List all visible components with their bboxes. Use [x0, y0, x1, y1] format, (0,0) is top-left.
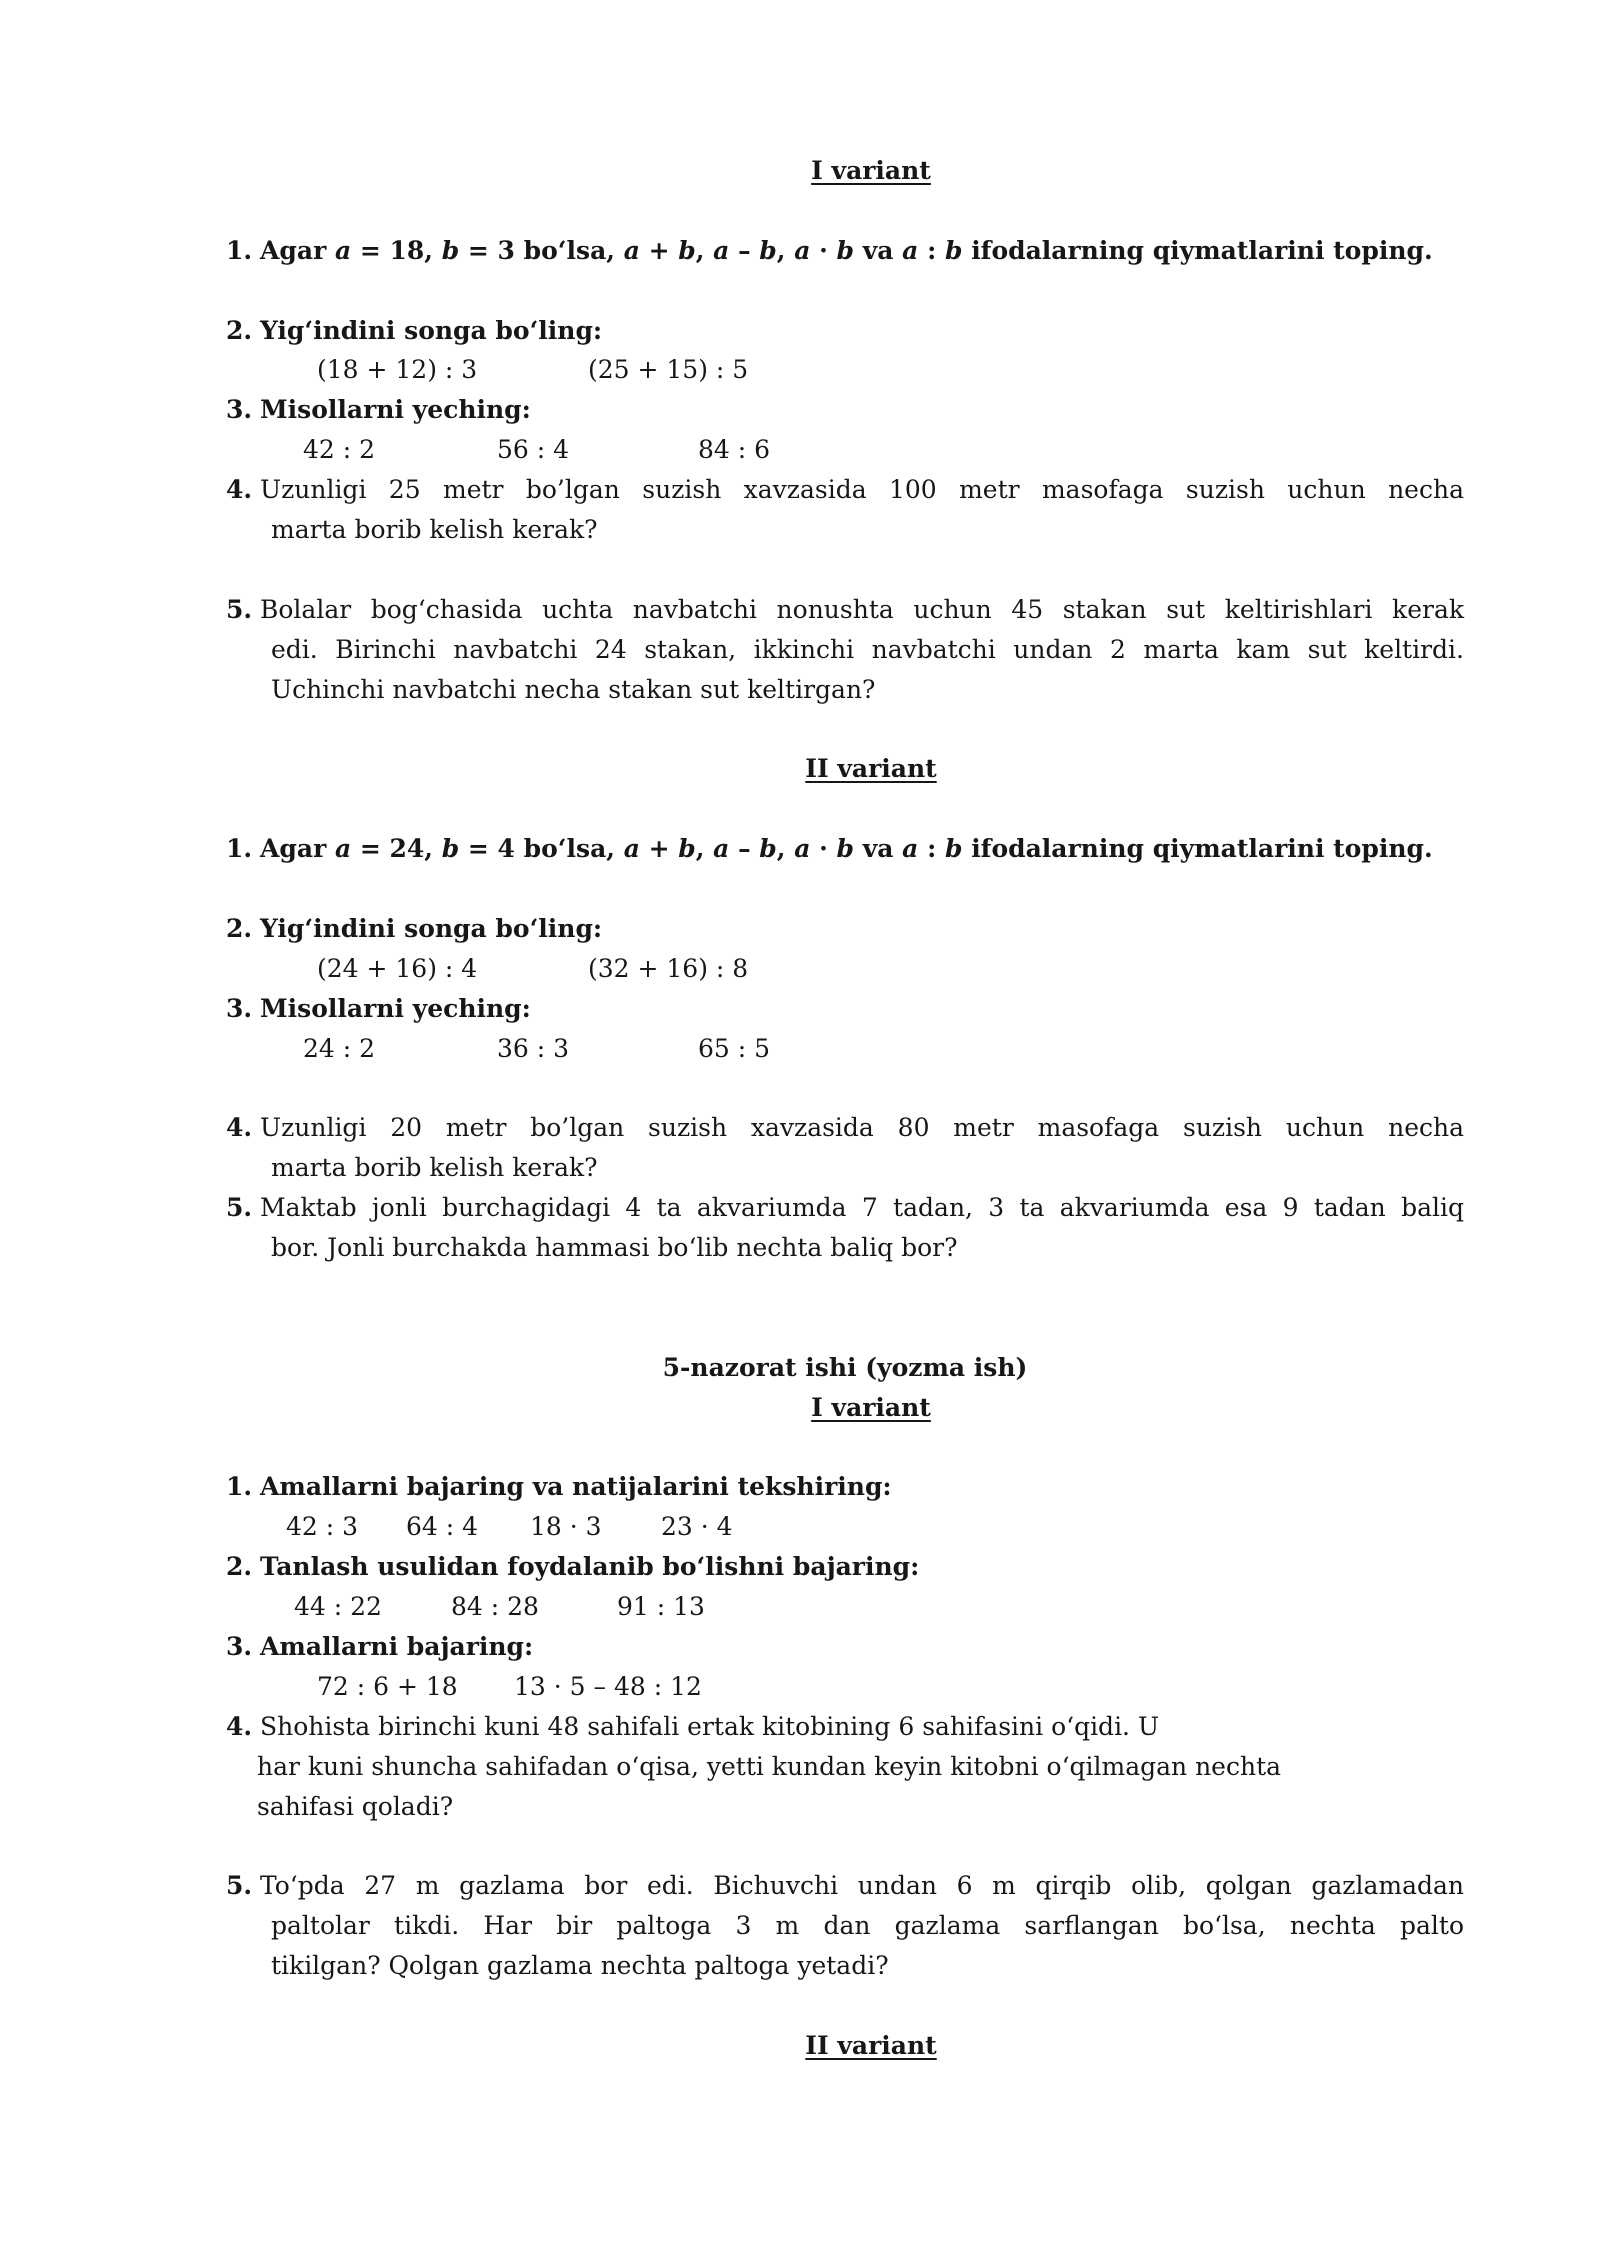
variable: b — [441, 834, 460, 864]
expression: 36 : 3 — [497, 1033, 570, 1063]
question-text-line: Maktab jonli burchagidagi 4 ta akvariumda 7 tadan, 3 ta akvariumda esa 9 tadan baliq — [260, 1193, 1464, 1223]
question-number: 5. — [226, 1871, 253, 1901]
question-text-line: To‘pda 27 m gazlama bor edi. Bichuvchi undan 6 m qirqib olib, qolgan gazlamadan — [260, 1871, 1464, 1901]
question-number: 3. — [226, 993, 253, 1023]
expression: 64 : 4 — [406, 1512, 479, 1542]
variable: b — [678, 834, 696, 864]
t-question-4 — [226, 1707, 1464, 1747]
question-number: 2. — [226, 1552, 253, 1582]
expression: 84 : 6 — [698, 435, 771, 465]
t-question-2-expressions — [226, 1587, 1464, 1627]
variable: b — [678, 235, 696, 265]
text-segment: + — [639, 235, 679, 265]
expression: 13 · 5 – 48 : 12 — [514, 1671, 702, 1701]
question-number: 4. — [226, 1711, 253, 1741]
text-segment: · — [810, 834, 837, 864]
v2-question-5-continuation — [226, 1228, 1464, 1268]
v2-question-5 — [226, 1188, 1464, 1228]
expression: (25 + 15) : 5 — [588, 355, 749, 385]
question-text — [260, 236, 1433, 265]
variant-title: I variant — [811, 1392, 931, 1422]
variable: a — [334, 235, 352, 265]
t-question-3-expressions — [226, 1667, 1464, 1707]
question-number: 4. — [226, 1113, 253, 1143]
question-text: Tanlash usulidan foydalanib bo‘lishni bajaring: — [260, 1552, 920, 1582]
question-text — [260, 834, 1433, 863]
v1-question-5-continuation — [226, 630, 1464, 670]
text-segment: ifodalarning qiymatlarini toping. — [962, 235, 1433, 265]
v2-question-3 — [226, 989, 1464, 1029]
variable: b — [836, 834, 855, 864]
question-text-line: bor. Jonli burchakda hammasi bo‘lib nechta baliq bor? — [271, 1233, 958, 1263]
variable: a — [334, 834, 352, 864]
variant-title: II variant — [805, 754, 937, 784]
variable: a — [713, 834, 730, 864]
expression: 44 : 22 — [294, 1592, 382, 1622]
variable: b — [759, 834, 777, 864]
question-number: 3. — [226, 1631, 253, 1661]
text-segment: = 4 bo‘lsa, — [459, 834, 624, 864]
text-segment: : — [918, 235, 945, 265]
t-question-2 — [226, 1547, 1464, 1587]
question-text: Misollarni yeching: — [260, 993, 531, 1023]
variable: a — [902, 235, 919, 265]
variant-title: I variant — [811, 156, 931, 185]
question-text-line: marta borib kelish kerak? — [271, 1153, 598, 1183]
v2-question-1 — [226, 829, 1464, 869]
question-number: 5. — [226, 1193, 253, 1223]
v1-question-5 — [226, 590, 1464, 630]
v1-question-4-continuation — [226, 510, 1464, 550]
question-number: 2. — [226, 315, 253, 345]
variant-1-heading — [226, 151, 1464, 191]
question-text-line: Uchinchi navbatchi necha stakan sut keltirgan? — [271, 674, 876, 704]
text-segment: , — [695, 834, 714, 864]
expression: 91 : 13 — [617, 1592, 705, 1622]
question-text-line: har kuni shuncha sahifadan o‘qisa, yetti kundan keyin kitobni o‘qilmagan nechta — [257, 1751, 1282, 1781]
text-segment: – — [729, 235, 760, 265]
text-segment: ifodalarning qiymatlarini toping. — [962, 834, 1433, 864]
t-question-1-expressions — [226, 1507, 1464, 1547]
question-text-line: sahifasi qoladi? — [257, 1791, 454, 1821]
expression: 42 : 3 — [286, 1512, 359, 1542]
variable: a — [713, 235, 730, 265]
test-title — [226, 1348, 1464, 1388]
question-text: Yig‘indini songa bo‘ling: — [260, 315, 603, 345]
expression: 56 : 4 — [497, 435, 570, 465]
expression: 23 · 4 — [661, 1512, 733, 1542]
text-segment: Agar — [260, 235, 335, 265]
expression: 65 : 5 — [698, 1033, 771, 1063]
t-question-3 — [226, 1627, 1464, 1667]
variable: b — [759, 235, 777, 265]
question-number: 2. — [226, 913, 253, 943]
t-question-5-continuation — [226, 1946, 1464, 1986]
text-segment: : — [918, 834, 945, 864]
test-title-text: 5-nazorat ishi (yozma ish) — [662, 1352, 1028, 1382]
variant-title: II variant — [805, 2030, 937, 2060]
v2-question-4 — [226, 1108, 1464, 1148]
t-question-4-continuation — [226, 1787, 1464, 1827]
v2-question-4-continuation — [226, 1148, 1464, 1188]
test-variant-1-heading — [226, 1388, 1464, 1428]
text-segment: = 3 bo‘lsa, — [459, 235, 624, 265]
variable: a — [794, 235, 811, 265]
question-number: 1. — [226, 1472, 253, 1502]
t-question-1 — [226, 1467, 1464, 1507]
expression: 18 · 3 — [530, 1512, 602, 1542]
v1-question-3 — [226, 390, 1464, 430]
question-text: Yig‘indini songa bo‘ling: — [260, 913, 603, 943]
text-segment: · — [810, 235, 837, 265]
text-segment: + — [639, 834, 679, 864]
variable: a — [623, 834, 640, 864]
text-segment: = 18, — [351, 235, 442, 265]
t-question-5-continuation — [226, 1906, 1464, 1946]
question-text-line: paltolar tikdi. Har bir paltoga 3 m dan gazlama sarflangan bo‘lsa, nechta palto — [271, 1911, 1464, 1941]
expression: 42 : 2 — [303, 435, 376, 465]
text-segment: , — [776, 235, 795, 265]
expression: (18 + 12) : 3 — [317, 355, 478, 385]
test-variant-2-heading — [226, 2026, 1464, 2066]
v2-question-3-expressions — [226, 1029, 1464, 1069]
question-text: Amallarni bajaring: — [260, 1631, 534, 1661]
question-text-line: Bolalar bog‘chasida uchta navbatchi nonushta uchun 45 stakan sut keltirishlari kerak — [260, 594, 1464, 624]
v1-question-3-expressions — [226, 430, 1464, 470]
t-question-5 — [226, 1866, 1464, 1906]
v1-question-5-continuation — [226, 670, 1464, 710]
variable: a — [902, 834, 919, 864]
question-number: 1. — [226, 235, 253, 265]
question-text-line: marta borib kelish kerak? — [271, 515, 598, 545]
text-segment: , — [776, 834, 795, 864]
question-text: Amallarni bajaring va natijalarini tekshiring: — [260, 1472, 892, 1502]
document-body — [226, 151, 1464, 2066]
expression: 24 : 2 — [303, 1033, 376, 1063]
v1-question-2-expressions — [226, 350, 1464, 390]
v2-question-2 — [226, 909, 1464, 949]
text-segment: Agar — [260, 834, 335, 864]
question-number: 4. — [226, 475, 253, 505]
expression: 84 : 28 — [451, 1592, 539, 1622]
variable: b — [836, 235, 855, 265]
question-text-line: Uzunligi 25 metr bo’lgan suzish xavzasida 100 metr masofaga suzish uchun necha — [260, 475, 1464, 505]
variable: a — [794, 834, 811, 864]
question-text-line: Shohista birinchi kuni 48 sahifali ertak kitobining 6 sahifasini o‘qidi. U — [260, 1711, 1160, 1741]
question-number: 5. — [226, 594, 253, 624]
question-text-line: Uzunligi 20 metr bo’lgan suzish xavzasida 80 metr masofaga suzish uchun necha — [260, 1113, 1464, 1143]
v2-question-2-expressions — [226, 949, 1464, 989]
v1-question-2 — [226, 311, 1464, 351]
variable: a — [623, 235, 640, 265]
variable: b — [945, 834, 963, 864]
v1-question-4 — [226, 470, 1464, 510]
text-segment: va — [854, 834, 903, 864]
expression: (24 + 16) : 4 — [317, 953, 478, 983]
expression: (32 + 16) : 8 — [588, 953, 749, 983]
text-segment: – — [729, 834, 760, 864]
question-number: 3. — [226, 395, 253, 425]
variable: b — [945, 235, 963, 265]
t-question-4-continuation — [226, 1747, 1464, 1787]
v1-question-1 — [226, 231, 1464, 271]
text-segment: = 24, — [351, 834, 442, 864]
question-text-line: edi. Birinchi navbatchi 24 stakan, ikkinchi navbatchi undan 2 marta kam sut keltirdi. — [271, 634, 1464, 664]
expression: 72 : 6 + 18 — [317, 1671, 458, 1701]
question-text: Misollarni yeching: — [260, 395, 531, 425]
variant-2-heading — [226, 749, 1464, 789]
text-segment: , — [695, 235, 714, 265]
variable: b — [441, 235, 460, 265]
question-number: 1. — [226, 834, 253, 864]
question-text-line: tikilgan? Qolgan gazlama nechta paltoga yetadi? — [271, 1951, 889, 1981]
text-segment: va — [854, 235, 903, 265]
